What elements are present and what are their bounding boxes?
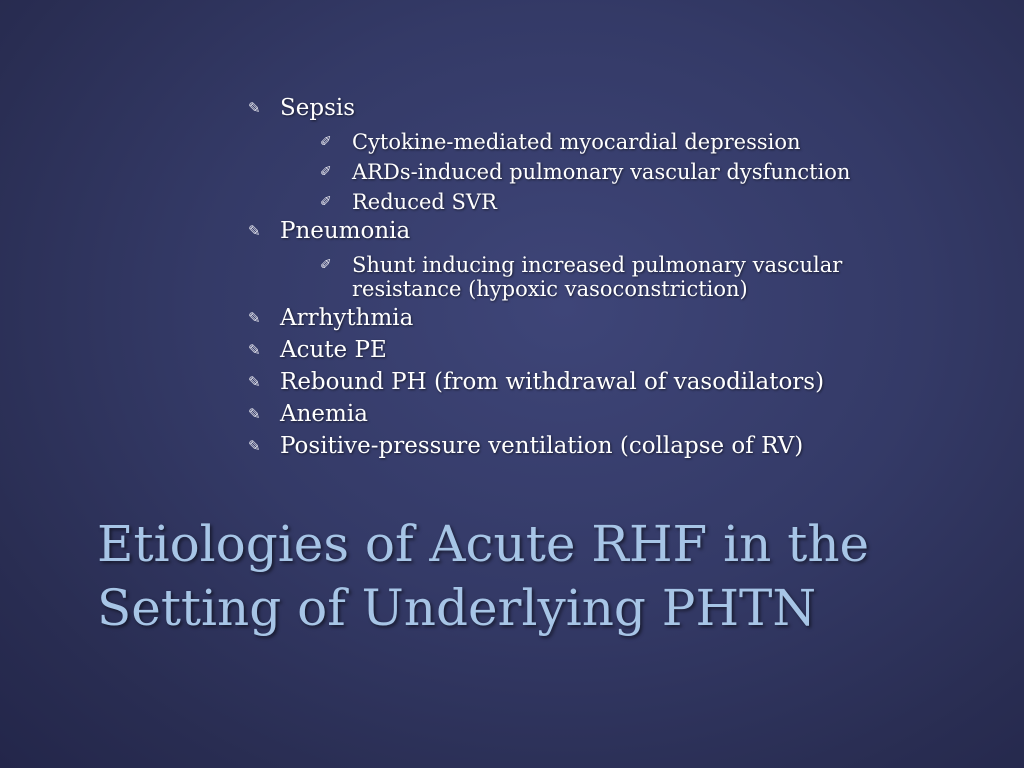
bullet-icon: ✎	[248, 373, 261, 391]
bullet-icon: ✎	[248, 437, 261, 455]
bullet-text: Anemia	[280, 401, 368, 427]
sub-bullet-item	[280, 130, 912, 154]
sub-bullet-text: Cytokine-mediated myocardial depression	[352, 130, 801, 154]
sub-bullet-item	[280, 190, 912, 214]
bullet-item-pneumonia	[248, 215, 968, 301]
bullet-item-arrhythmia	[248, 302, 968, 334]
sub-bullet-text: Shunt inducing increased pulmonary vascular resistance (hypoxic vasoconstriction)	[352, 253, 843, 301]
bullet-icon: ✎	[248, 341, 261, 359]
sub-bullet-list	[280, 130, 968, 214]
bullet-item-acute-pe	[248, 334, 968, 366]
bullet-text: Arrhythmia	[280, 305, 414, 331]
bullet-item-sepsis	[248, 92, 968, 214]
sub-bullet-icon: ✐	[320, 164, 332, 180]
bullet-icon: ✎	[248, 309, 261, 327]
bullet-text: Rebound PH (from withdrawal of vasodilators)	[280, 369, 825, 395]
bullet-text: Positive-pressure ventilation (collapse of RV)	[280, 433, 804, 459]
sub-bullet-icon: ✐	[320, 194, 332, 210]
bullet-item-anemia	[248, 398, 968, 430]
bullet-text: Acute PE	[280, 337, 387, 363]
sub-bullet-item	[280, 253, 912, 301]
bullet-icon: ✎	[248, 405, 261, 423]
bullet-icon: ✎	[248, 99, 261, 117]
bullet-icon: ✎	[248, 222, 261, 240]
sub-bullet-text: Reduced SVR	[352, 190, 497, 214]
slide-title: Etiologies of Acute RHF in the Setting of Underlying PHTN	[97, 515, 870, 637]
sub-bullet-list	[280, 253, 968, 301]
bullet-text: Sepsis	[280, 95, 356, 121]
bullet-text: Pneumonia	[280, 218, 411, 244]
sub-bullet-item	[280, 160, 912, 184]
sub-bullet-text: ARDs-induced pulmonary vascular dysfunction	[352, 160, 851, 184]
bullet-list	[248, 92, 968, 462]
sub-bullet-icon: ✐	[320, 134, 332, 150]
bullet-item-rebound-ph	[248, 366, 968, 398]
bullet-item-ppv	[248, 430, 968, 462]
sub-bullet-icon: ✐	[320, 257, 332, 273]
